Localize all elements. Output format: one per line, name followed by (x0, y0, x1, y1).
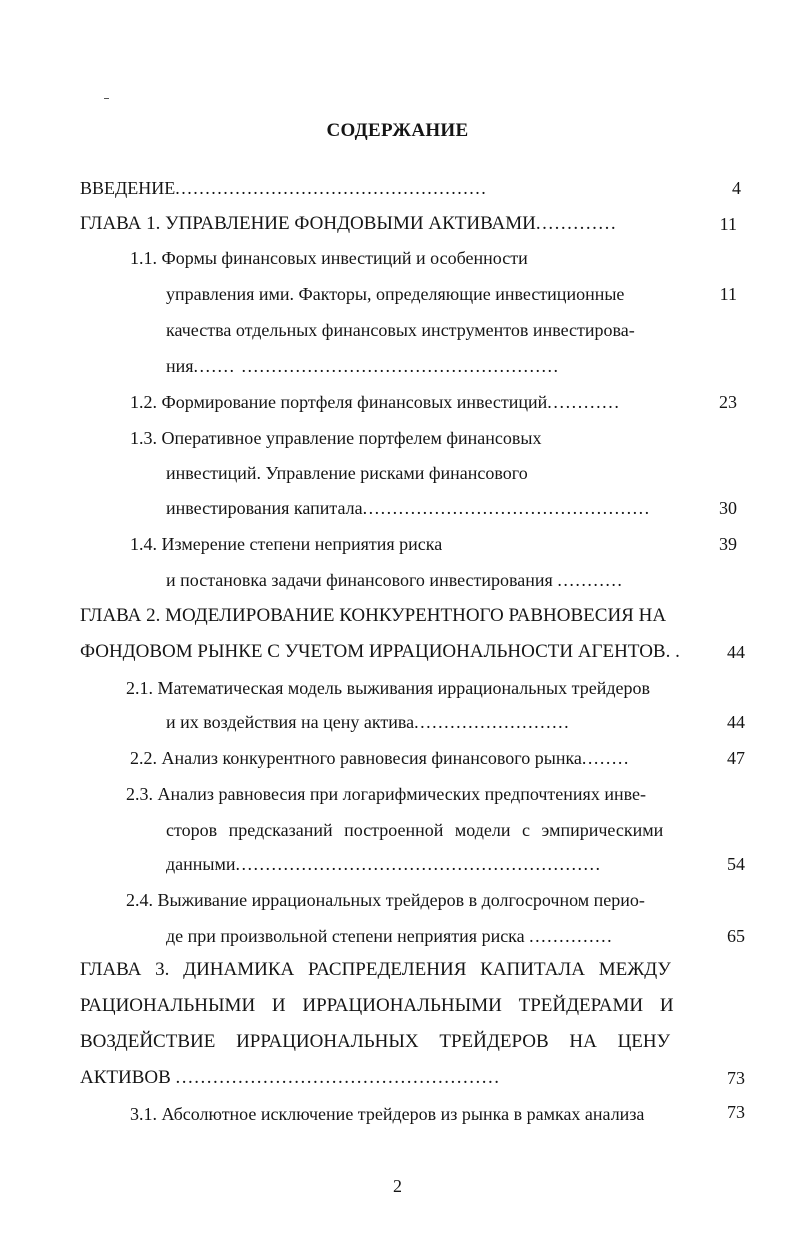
toc-entry-chapter-3: ГЛАВА 3. ДИНАМИКА РАСПРЕДЕЛЕНИЯ КАПИТАЛА МЕЖДУ (80, 959, 671, 980)
toc-entry-1-3: 1.3. Оперативное управление портфелем финансовых (130, 428, 542, 448)
toc-entry-2-4: 2.4. Выживание иррациональных трейдеров в долгосрочном перио- (126, 890, 645, 910)
toc-entry-1-1-cont: ния....... ..................................................... (166, 356, 560, 376)
toc-page-number: 30 (719, 498, 737, 518)
toc-entry-chapter-3-cont: ВОЗДЕЙСТВИЕ ИРРАЦИОНАЛЬНЫХ ТРЕЙДЕРОВ НА ЦЕНУ (80, 1031, 671, 1052)
toc-entry-2-3-cont: данными............................................................. (166, 854, 602, 874)
toc-entry-2-1-cont: и их воздействия на цену актива.......................... (166, 712, 571, 732)
toc-entry-introduction: ВВЕДЕНИЕ.................................................... (80, 178, 488, 198)
toc-page-number: 54 (727, 854, 745, 874)
toc-page-number: 73 (727, 1068, 745, 1088)
toc-entry-2-3: 2.3. Анализ равновесия при логарифмических предпочтениях инве- (126, 784, 646, 804)
toc-page-number: 39 (719, 534, 737, 554)
toc-entry-1-4-cont: и постановка задачи финансового инвестирования ........... (166, 570, 624, 590)
toc-entry-2-2: 2.2. Анализ конкурентного равновесия финансового рынка........ (130, 748, 630, 768)
toc-page-number: 23 (719, 392, 737, 412)
toc-page-number: 47 (727, 748, 745, 768)
toc-page-number: 73 (727, 1102, 745, 1122)
toc-page-number: 4 (732, 178, 741, 198)
toc-entry-2-3-cont: сторов предсказаний построенной модели с эмпирическими (166, 820, 664, 840)
toc-page-number: 44 (727, 642, 745, 662)
toc-entry-1-1-cont: качества отдельных финансовых инструментов инвестирова- (166, 320, 635, 340)
toc-entry-1-3-cont: инвестиций. Управление рисками финансового (166, 463, 528, 483)
toc-entry-chapter-1: ГЛАВА 1. УПРАВЛЕНИЕ ФОНДОВЫМИ АКТИВАМИ............. (80, 213, 618, 234)
toc-entry-chapter-3-cont: РАЦИОНАЛЬНЫМИ И ИРРАЦИОНАЛЬНЫМИ ТРЕЙДЕРАМИ И (80, 995, 674, 1016)
toc-page-number: 65 (727, 926, 745, 946)
toc-entry-chapter-2-cont: ФОНДОВОМ РЫНКЕ С УЧЕТОМ ИРРАЦИОНАЛЬНОСТИ АГЕНТОВ. . (80, 641, 680, 662)
toc-entry-chapter-2: ГЛАВА 2. МОДЕЛИРОВАНИЕ КОНКУРЕНТНОГО РАВНОВЕСИЯ НА (80, 605, 667, 626)
toc-entry-1-3-cont: инвестирования капитала................................................ (166, 498, 651, 518)
toc-page-number: 11 (719, 284, 737, 304)
toc-entry-1-1-cont: управления ими. Факторы, определяющие инвестиционные (166, 284, 625, 304)
toc-entry-2-4-cont: де при произвольной степени неприятия риска .............. (166, 926, 614, 946)
toc-page-number: 44 (727, 712, 745, 732)
page-title: СОДЕРЖАНИЕ (326, 120, 469, 141)
toc-entry-chapter-3-cont: АКТИВОВ .................................................... (80, 1067, 501, 1088)
toc-entry-1-4: 1.4. Измерение степени неприятия риска (130, 534, 443, 554)
toc-entry-1-2: 1.2. Формирование портфеля финансовых инвестиций............ (130, 392, 621, 412)
toc-entry-1-1: 1.1. Формы финансовых инвестиций и особенности (130, 248, 528, 268)
toc-page-number: 11 (719, 214, 737, 234)
scan-speck (104, 98, 109, 99)
page-number: 2 (393, 1176, 402, 1196)
toc-entry-2-1: 2.1. Математическая модель выживания иррациональных трейдеров (126, 678, 651, 698)
toc-entry-3-1: 3.1. Абсолютное исключение трейдеров из рынка в рамках анализа (130, 1104, 645, 1124)
